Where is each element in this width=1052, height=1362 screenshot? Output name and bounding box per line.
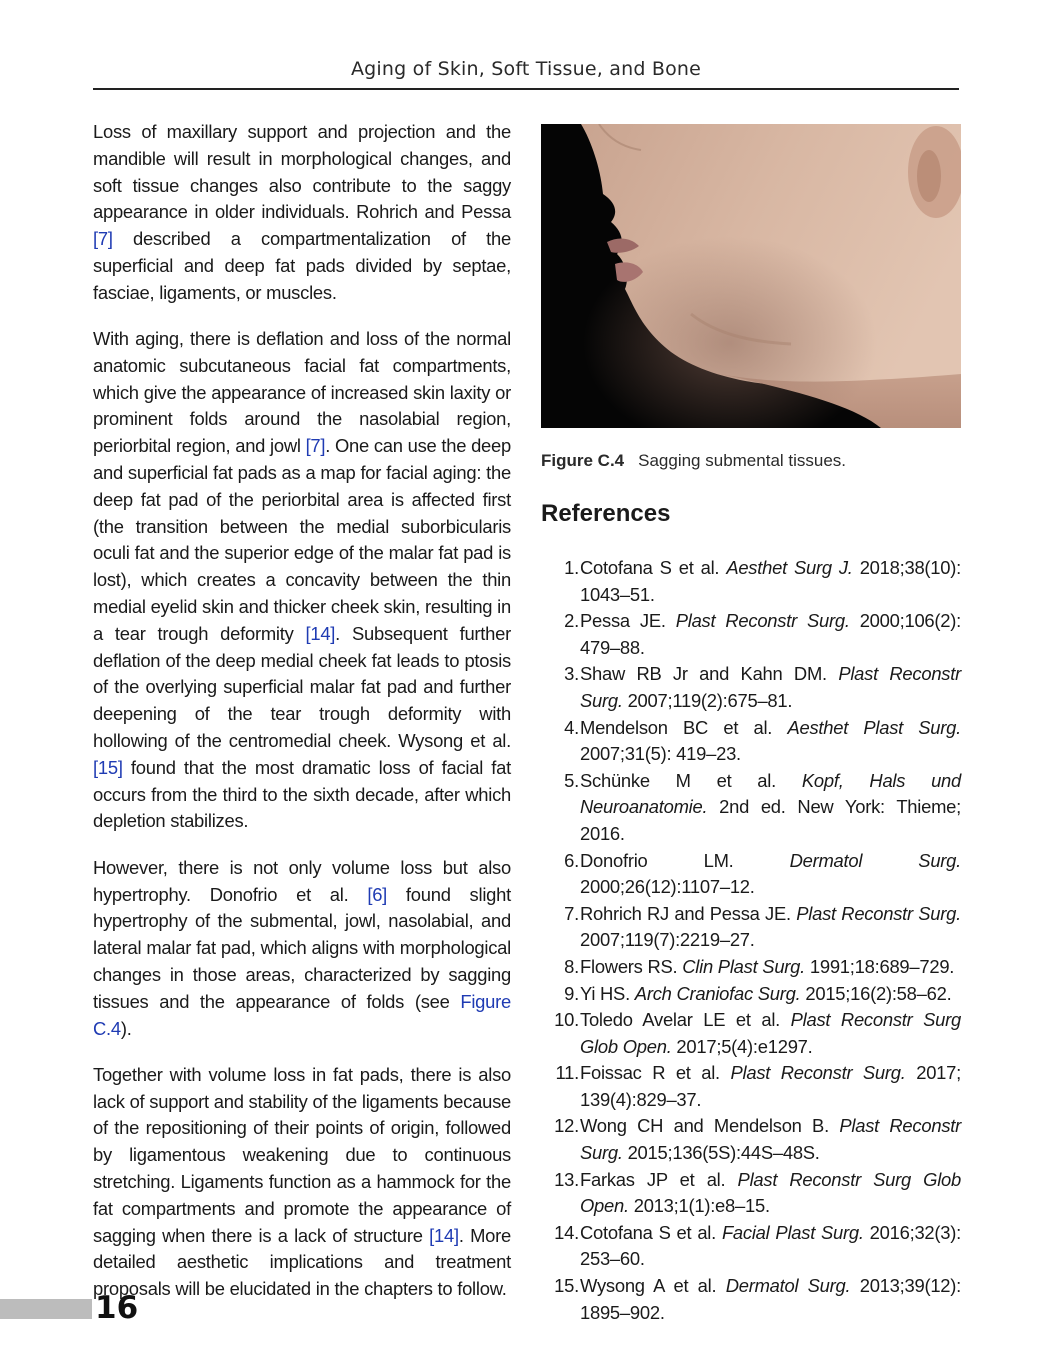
reference-journal: Plast Reconstr Surg Glob Open. bbox=[580, 1168, 961, 1217]
reference-journal: Aesthet Plast Surg. bbox=[787, 716, 961, 738]
reference-authors: Pessa JE. bbox=[580, 610, 676, 632]
reference-number: 12. bbox=[554, 1115, 579, 1137]
reference-text bbox=[580, 954, 961, 981]
reference-authors: Toledo Avelar LE et al. bbox=[580, 1009, 791, 1031]
reference-text bbox=[580, 981, 961, 1008]
reference-item bbox=[541, 1113, 961, 1166]
body-column bbox=[93, 119, 511, 1322]
reference-item bbox=[541, 901, 961, 954]
figure-label: Figure C.4 bbox=[541, 451, 625, 470]
reference-number: 8. bbox=[564, 955, 579, 977]
reference-authors: Schünke M et al. bbox=[580, 769, 802, 791]
paragraph-3 bbox=[93, 855, 511, 1043]
reference-text bbox=[580, 901, 961, 954]
reference-list bbox=[541, 555, 961, 1326]
text: Loss of maxillary support and projection and the mandible will result in morphological changes, and soft tissue changes also contribute to the saggy appearance in older individuals. Rohrich and Pessa bbox=[93, 121, 511, 223]
reference-journal: Plast Reconstr Surg. bbox=[730, 1062, 906, 1084]
reference-details: 2015;16(2):58–62. bbox=[800, 982, 952, 1004]
text: found that the most dramatic loss of facial fat occurs from the third to the sixth decade, after which depletion stabilizes. bbox=[93, 756, 511, 832]
reference-item bbox=[541, 1007, 961, 1060]
reference-number: 9. bbox=[564, 982, 579, 1004]
text: With aging, there is deflation and loss of the normal anatomic subcutaneous facial fat compartments, which give the appearance of increased skin laxity or prominent folds around the nasolabial region, periorbital region, and jowl bbox=[93, 328, 511, 457]
reference-details: 2007;119(7):2219–27. bbox=[580, 929, 755, 951]
text: ). bbox=[120, 1017, 132, 1039]
reference-text bbox=[580, 1273, 961, 1326]
reference-details: 2017; 139(4):829–37. bbox=[580, 1062, 962, 1110]
reference-item bbox=[541, 1273, 961, 1326]
reference-item bbox=[541, 661, 961, 714]
reference-number: 1. bbox=[564, 557, 579, 578]
reference-authors: Rohrich RJ and Pessa JE. bbox=[580, 902, 797, 924]
text: . Subsequent further deflation of the deep medial cheek fat leads to ptosis of the overlying superficial malar fat pad and further deepening of the tear trough deformity with hollowing of the centromedial cheek. Wysong et al. bbox=[93, 622, 511, 752]
citation-link[interactable]: [7] bbox=[93, 228, 113, 250]
reference-authors: Cotofana S et al. bbox=[580, 557, 727, 578]
reference-journal: Clin Plast Surg. bbox=[682, 955, 806, 977]
reference-text bbox=[580, 1220, 961, 1273]
paragraph-2 bbox=[93, 326, 511, 835]
reference-authors: Mendelson BC et al. bbox=[580, 716, 788, 738]
reference-item bbox=[541, 608, 961, 661]
reference-authors: Wong CH and Mendelson B. bbox=[580, 1115, 840, 1137]
reference-item bbox=[541, 1167, 961, 1220]
reference-text bbox=[580, 555, 961, 608]
reference-text bbox=[580, 661, 961, 714]
reference-details: 2013;1(1):e8–15. bbox=[628, 1195, 770, 1217]
reference-authors: Donofrio LM. bbox=[580, 849, 790, 871]
reference-journal: Dermatol Surg. bbox=[789, 849, 962, 871]
reference-details: 2nd ed. New York: Thieme; 2016. bbox=[580, 796, 961, 844]
page-number: 16 bbox=[95, 1290, 139, 1326]
reference-number: 13. bbox=[554, 1168, 579, 1190]
figure-caption bbox=[541, 451, 961, 471]
reference-details: 2016;32(3): 253–60. bbox=[580, 1221, 961, 1270]
reference-number: 7. bbox=[564, 902, 579, 924]
running-header: Aging of Skin, Soft Tissue, and Bone bbox=[350, 58, 702, 80]
reference-authors: Cotofana S et al. bbox=[580, 1221, 722, 1243]
references-heading: References bbox=[541, 500, 671, 527]
reference-journal: Plast Reconstr Surg. bbox=[580, 1115, 961, 1164]
reference-details: 1991;18:689–729. bbox=[805, 955, 955, 977]
paragraph-4 bbox=[93, 1062, 511, 1303]
text: . One can use the deep and superficial fat pads as a map for facial aging: the deep fat pad of the periorbital area is affected first (the transition between the medial suborbicularis oculi fat and the superior edge of the malar fat pad is lost), which creates a concavity between the thin medial eyelid skin and thicker cheek skin, resulting in a tear trough deformity bbox=[93, 435, 511, 644]
reference-number: 11. bbox=[555, 1062, 579, 1084]
text: However, there is not only volume loss but also hypertrophy. Donofrio et al. bbox=[93, 856, 511, 905]
text: described a compartmentalization of the superficial and deep fat pads divided by septae, fasciae, ligaments, or muscles. bbox=[93, 228, 511, 303]
header-rule bbox=[93, 88, 959, 90]
reference-text bbox=[580, 1060, 961, 1113]
reference-item bbox=[541, 1220, 961, 1273]
figure-photo bbox=[541, 124, 961, 428]
text: . More detailed aesthetic implications and treatment proposals will be elucidated in the chapters to follow. bbox=[93, 1224, 511, 1300]
reference-details: 2017;5(4):e1297. bbox=[671, 1035, 813, 1057]
reference-details: 2000;26(12):1107–12. bbox=[580, 876, 755, 898]
reference-item bbox=[541, 715, 961, 768]
reference-text bbox=[580, 848, 961, 901]
reference-text bbox=[580, 1167, 961, 1220]
reference-item bbox=[541, 555, 961, 608]
paragraph-1 bbox=[93, 119, 511, 307]
reference-text bbox=[580, 1113, 961, 1166]
reference-details: 2007;119(2):675–81. bbox=[622, 689, 793, 711]
reference-authors: Farkas JP et al. bbox=[580, 1168, 738, 1190]
reference-number: 5. bbox=[564, 769, 579, 791]
reference-text bbox=[580, 1007, 961, 1060]
reference-details: 2013;39(12): 1895–902. bbox=[580, 1275, 962, 1323]
caption-text: Sagging submental tissues. bbox=[638, 451, 847, 470]
text: found slight hypertrophy of the submental, jowl, nasolabial, and lateral malar fat pad, which aligns with morphological changes in those areas, characterized by sagging tissues and the appearance of folds (see bbox=[93, 883, 511, 1012]
reference-details: 2015;136(5S):44S–48S. bbox=[622, 1142, 820, 1164]
figure-link[interactable]: Figure C.4 bbox=[93, 990, 511, 1039]
citation-link[interactable]: [6] bbox=[367, 883, 388, 905]
reference-journal: Dermatol Surg. bbox=[725, 1275, 851, 1297]
reference-journal: Plast Reconstr Surg Glob Open. bbox=[580, 1009, 961, 1057]
reference-details: 2018;38(10): 1043–51. bbox=[580, 557, 961, 605]
text: Together with volume loss in fat pads, there is also lack of support and stability of the ligaments because of the repositioning of their points of origin, followed by ligamentous weakening due to continuous stretching. Ligaments function as a hammock for the fat compartments and promote the appearance of sagging when there is a lack of structure bbox=[93, 1063, 511, 1246]
citation-link[interactable]: [15] bbox=[93, 756, 123, 778]
reference-authors: Shaw RB Jr and Kahn DM. bbox=[580, 663, 839, 685]
reference-item bbox=[541, 981, 961, 1008]
reference-text bbox=[580, 608, 961, 661]
reference-details: 2000;106(2): 479–88. bbox=[580, 610, 961, 658]
reference-number: 6. bbox=[564, 849, 579, 871]
reference-number: 3. bbox=[564, 663, 579, 685]
reference-number: 15. bbox=[554, 1275, 579, 1297]
reference-journal: Facial Plast Surg. bbox=[721, 1221, 864, 1243]
reference-item bbox=[541, 768, 961, 848]
reference-authors: Flowers RS. bbox=[580, 955, 683, 977]
reference-journal: Kopf, Hals und Neuroanatomie. bbox=[580, 769, 961, 818]
reference-journal: Plast Reconstr Surg. bbox=[675, 610, 850, 632]
citation-link[interactable]: [7] bbox=[305, 435, 326, 457]
reference-journal: Plast Reconstr Surg. bbox=[796, 902, 961, 924]
citation-link[interactable]: [14] bbox=[429, 1224, 459, 1246]
reference-item bbox=[541, 848, 961, 901]
reference-number: 14. bbox=[554, 1221, 579, 1243]
reference-journal: Plast Reconstr Surg. bbox=[580, 663, 961, 711]
reference-number: 10. bbox=[554, 1009, 579, 1031]
reference-item bbox=[541, 1060, 961, 1113]
reference-details: 2007;31(5): 419–23. bbox=[580, 743, 741, 765]
reference-text bbox=[580, 715, 961, 768]
reference-item bbox=[541, 954, 961, 981]
reference-authors: Wysong A et al. bbox=[580, 1275, 726, 1297]
reference-journal: Aesthet Surg J. bbox=[726, 557, 853, 578]
page-number-bar bbox=[0, 1299, 92, 1319]
reference-authors: Yi HS. bbox=[580, 982, 635, 1004]
reference-journal: Arch Craniofac Surg. bbox=[634, 982, 801, 1004]
reference-number: 4. bbox=[564, 716, 579, 738]
reference-authors: Foissac R et al. bbox=[580, 1062, 731, 1084]
reference-text bbox=[580, 768, 961, 848]
reference-number: 2. bbox=[564, 610, 579, 632]
citation-link[interactable]: [14] bbox=[305, 622, 336, 644]
